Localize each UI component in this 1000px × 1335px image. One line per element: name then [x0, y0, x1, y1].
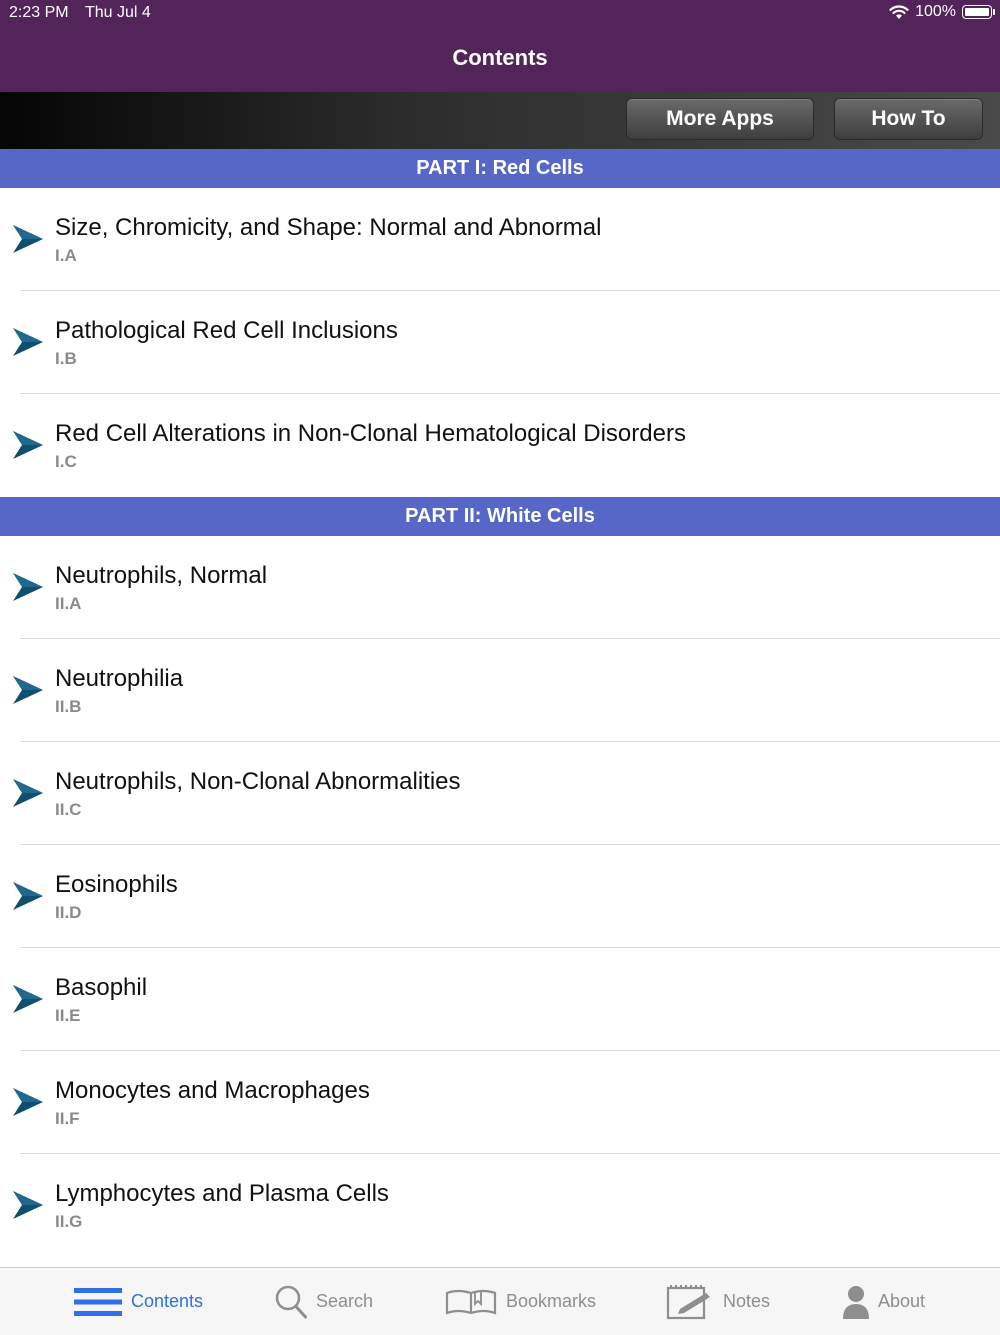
row-code: I.A [55, 246, 77, 265]
how-to-button[interactable]: How To [834, 98, 983, 140]
row-title: Basophil [55, 974, 148, 1001]
row-code: I.C [55, 452, 77, 471]
row-code: II.A [55, 594, 82, 613]
status-right [889, 3, 992, 21]
row-title: Monocytes and Macrophages [55, 1077, 370, 1104]
contents-row[interactable] [0, 1154, 1000, 1257]
app-header [0, 0, 1000, 92]
contents-row[interactable] [0, 1051, 1000, 1154]
row-title: Pathological Red Cell Inclusions [55, 317, 398, 344]
more-apps-button[interactable]: More Apps [626, 98, 814, 140]
section-header: PART I: Red Cells [0, 149, 1000, 188]
tab-bookmarks-label: Bookmarks [506, 1291, 597, 1311]
tab-bookmarks[interactable] [445, 1268, 596, 1335]
tab-bar [0, 1267, 1000, 1335]
row-code: II.G [55, 1212, 83, 1231]
row-title: Neutrophilia [55, 665, 184, 692]
row-title: Neutrophils, Non-Clonal Abnormalities [55, 768, 461, 795]
chevron-arrow-icon [11, 570, 45, 604]
chevron-arrow-icon [11, 982, 45, 1016]
tab-contents[interactable] [74, 1268, 203, 1335]
page-title: Contents [452, 45, 548, 70]
row-title: Neutrophils, Normal [55, 562, 268, 589]
row-title: Lymphocytes and Plasma Cells [55, 1180, 389, 1207]
list-icon [74, 1286, 122, 1318]
chevron-arrow-icon [11, 879, 45, 913]
contents-row[interactable] [0, 742, 1000, 845]
toolbar [0, 92, 1000, 149]
chevron-arrow-icon [11, 776, 45, 810]
contents-row[interactable] [0, 394, 1000, 497]
book-icon [445, 1288, 497, 1316]
row-code: II.E [55, 1006, 81, 1025]
tab-search[interactable] [275, 1268, 373, 1335]
chevron-arrow-icon [11, 325, 45, 359]
chevron-arrow-icon [11, 673, 45, 707]
status-bar [0, 0, 1000, 26]
battery-percent: 100% [915, 3, 956, 20]
row-title: Red Cell Alterations in Non-Clonal Hematological Disorders [55, 420, 686, 447]
chevron-arrow-icon [11, 428, 45, 462]
chevron-arrow-icon [11, 1188, 45, 1222]
row-title: Eosinophils [55, 871, 178, 898]
tab-search-label: Search [316, 1291, 374, 1311]
status-time: 2:23 PM [9, 4, 69, 21]
contents-row[interactable] [0, 948, 1000, 1051]
tab-about[interactable] [843, 1268, 925, 1335]
notepad-icon [666, 1283, 714, 1321]
row-code: I.B [55, 349, 77, 368]
row-code: II.D [55, 903, 82, 922]
tab-notes[interactable] [666, 1268, 770, 1335]
row-code: II.F [55, 1109, 80, 1128]
contents-row[interactable] [0, 536, 1000, 639]
tab-contents-label: Contents [131, 1291, 204, 1311]
tab-about-label: About [878, 1291, 926, 1311]
search-icon [275, 1285, 307, 1319]
battery-icon [962, 5, 992, 19]
contents-list [0, 149, 1000, 1257]
row-code: II.C [55, 800, 82, 819]
chevron-arrow-icon [11, 222, 45, 256]
contents-row[interactable] [0, 639, 1000, 742]
tab-notes-label: Notes [723, 1291, 771, 1311]
section-header: PART II: White Cells [0, 497, 1000, 536]
contents-row[interactable] [0, 845, 1000, 948]
row-title: Size, Chromicity, and Shape: Normal and Abnormal [55, 214, 602, 241]
status-date: Thu Jul 4 [85, 4, 151, 21]
wifi-icon [889, 4, 909, 20]
chevron-arrow-icon [11, 1085, 45, 1119]
person-icon [843, 1285, 869, 1319]
contents-row[interactable] [0, 188, 1000, 291]
contents-row[interactable] [0, 291, 1000, 394]
row-code: II.B [55, 697, 82, 716]
